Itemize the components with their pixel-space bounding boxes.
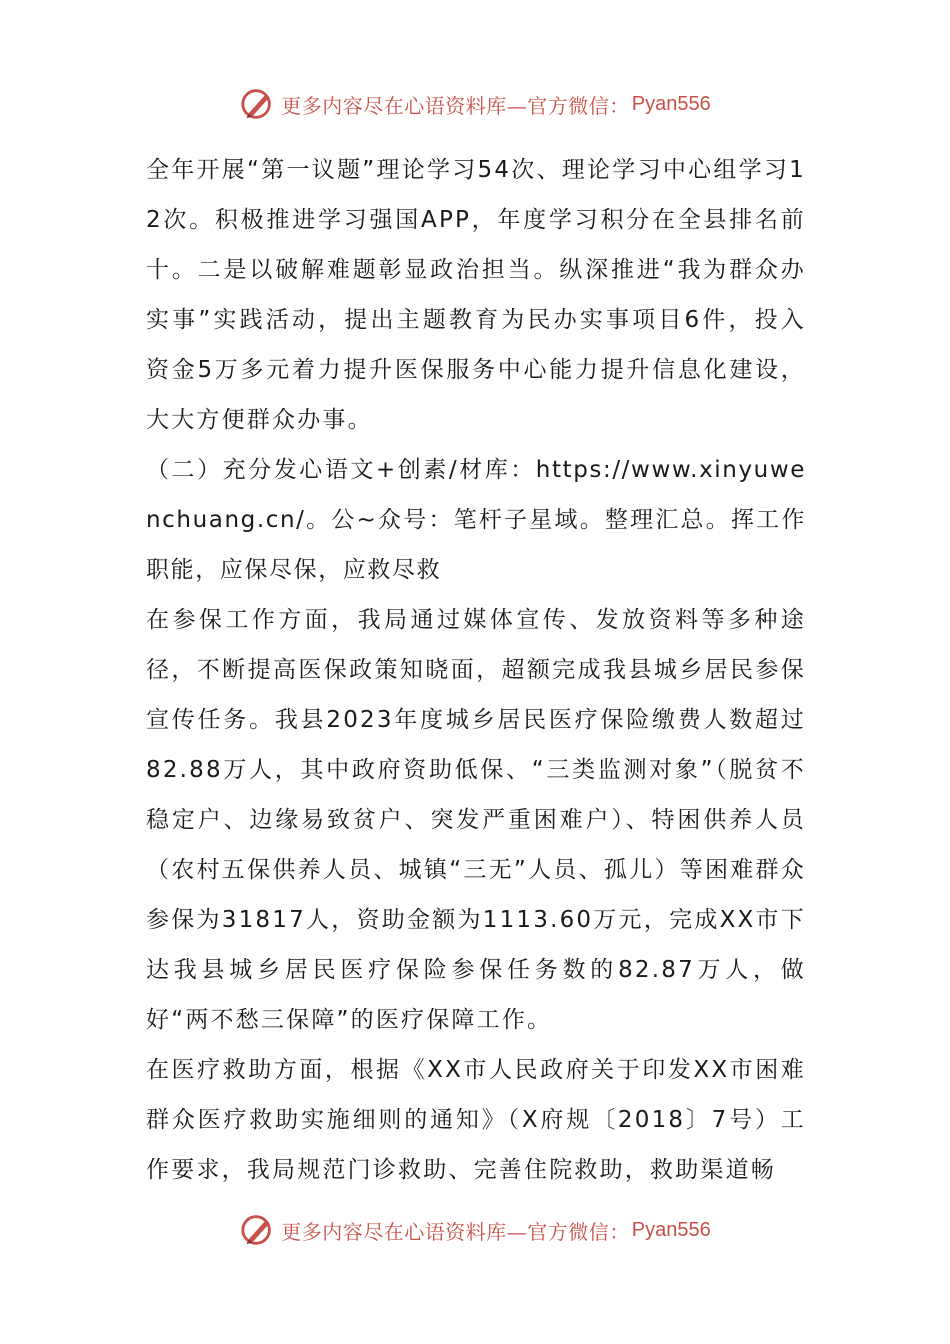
banner-text: 更多内容尽在心语资料库—官方微信： <box>281 93 630 118</box>
paragraph: 在参保工作方面，我局通过媒体宣传、发放资料等多种途径，不断提高医保政策知晓面，超额完成我县城乡居民参保宣传任务。我县2023年度城乡居民医疗保险缴费人数超过82.88万人，其中政府资助低保、“三类监测对象”（脱贫不稳定户、边缘易致贫户、突发严重困难户）、特困供养人员（农村五保供养人员、城镇“三无”人员、孤儿）等困难群众参保为31817人，资助金额为1113.60万元，完成XX市下达我县城乡居民医疗保险参保任务数的82.87万人，做好“两不愁三保障”的医疗保障工作。 <box>146 607 806 1033</box>
pen-logo-icon <box>239 85 277 123</box>
banner-handle: Pyan556 <box>631 92 711 115</box>
pen-logo-icon <box>239 1211 277 1249</box>
paragraph: 全年开展“第一议题”理论学习54次、理论学习中心组学习12次。积极推进学习强国APP，年度学习积分在全县排名前十。二是以破解难题彰显政治担当。纵深推进“我为群众办实事”实践活动，提出主题教育为民办实事项目6件，投入资金5万多元着力提升医保服务中心能力提升信息化建设，大大方便群众办事。 <box>146 157 806 433</box>
footer-banner <box>0 1208 950 1252</box>
document-body <box>146 145 806 1195</box>
banner-handle: Pyan556 <box>631 1218 711 1241</box>
header-banner <box>0 82 950 126</box>
paragraph: 在医疗救助方面，根据《XX市人民政府关于印发XX市困难群众医疗救助实施细则的通知》（X府规〔2018〕7号）工作要求，我局规范门诊救助、完善住院救助，救助渠道畅 <box>146 1057 806 1183</box>
paragraph: （二）充分发心语文+创素/材库：https://www.xinyuwenchuang.cn/。公~众号：笔杆子星域。整理汇总。挥工作职能，应保尽保，应救尽救 <box>146 457 806 583</box>
banner-text: 更多内容尽在心语资料库—官方微信： <box>281 1219 630 1244</box>
